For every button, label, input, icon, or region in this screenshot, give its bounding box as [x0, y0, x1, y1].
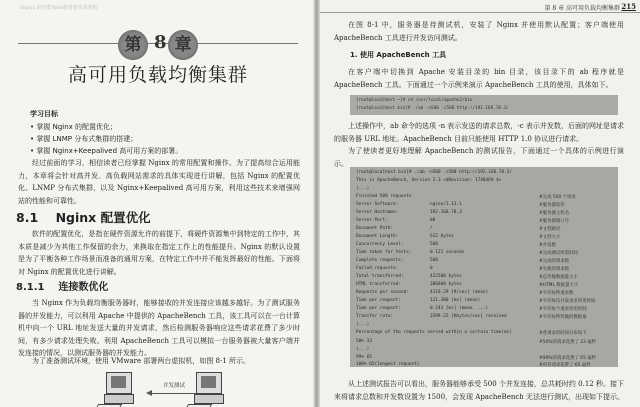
report-row: HTML transferred: 306000 bytes #HTML 数据量大小 [356, 282, 579, 288]
learning-goals-title: 学习目标 [30, 110, 58, 118]
section-number: 8.1 [16, 210, 39, 225]
paragraph-2: 在客户端中切换到 Apache 安装目录的 bin 目录，该目录下的 ab 程序就是 ApacheBench 工具。下面通过一个示例来演示 ApacheBench 工具的使用，具体如下。 [334, 68, 624, 89]
header-rule [320, 12, 640, 13]
report-row: 100% 65(longest request) #所有请求花费了 65 毫秒 [356, 362, 591, 368]
report-row: (...) [356, 322, 370, 327]
paragraph-5: 从上述测试报告可以看出，服务器能够承受 500 个并发连接，总共耗时约 0.12 秒。接下来将请求总数和并发数设置为 1500，会发现 ApacheBench 无法进行测试，出现如下提示。 [334, 380, 624, 401]
page-number: 215 [621, 2, 636, 11]
code-block-2 [350, 167, 618, 367]
report-row: 99% 65 #99%的请求花费了 65 毫秒 [356, 355, 596, 361]
code-line: [root@localhost bin]# ./ab -n500 -c500 http://192.168.78.3/ [356, 106, 509, 111]
report-row: Server Software: nginx/1.13.1 #服务器软件 [356, 202, 565, 208]
figure-arrow-label: 并发测试 [163, 383, 186, 389]
section-heading [16, 208, 151, 226]
right-page [320, 0, 640, 407]
section-title: Nginx 配置优化 [55, 210, 151, 225]
chapter-number: 8 [154, 32, 167, 53]
code-line: [root@localhost ~]# cd /usr/local/apache2/bin [356, 98, 473, 103]
report-row: Time per request: 0.243 [ms] (mean, ...) #平均每个请求所用时间 [356, 306, 587, 312]
report-row: Document Length: 612 bytes #文档大小 [356, 234, 561, 240]
chapter-title: 高可用负载均衡集群 [67, 64, 248, 86]
paragraph-4: 为了使读者更好地理解 ApacheBench 的测试报告，下面通过一个具体的示例进行演示。 [334, 147, 624, 168]
paragraph-1: 在图 8-1 中，服务器是待测试机，安装了 Nginx 并使用默认配置；客户端使用 ApacheBench 工具进行并发访问测试。 [334, 21, 624, 42]
report-row: Transfer rate: 3399.22 [Kbytes/sec] received #平均每秒传输的数据量 [356, 314, 587, 320]
left-page [0, 0, 316, 407]
running-header-left: Nginx 高性能Web服务器实战教程 [20, 5, 98, 11]
report-row: Time per request: 121.380 [ms] (mean) #平均每次并发请求所用时间 [356, 298, 596, 304]
report-row: Percentage of the requests served within a certain time(ms) #各请求的时间分布如下 [356, 330, 587, 336]
report-row: Document Path: / #文档路径 [356, 226, 561, 232]
goal-item: • 掌握 Nginx 的配置优化； [30, 123, 118, 131]
env-paragraph: 为了准备测试环境，使用 VMware 部署两台虚拟机，如图 8-1 所示。 [32, 357, 251, 365]
report-row: Requests per second: 4119.29 [#/sec] (mean) #平均每秒请求数 [356, 290, 574, 296]
subsection-heading [16, 278, 108, 293]
report-row: (...) [356, 347, 370, 352]
subheading: 1. 使用 ApacheBench 工具 [350, 51, 447, 59]
code-block-1 [350, 95, 618, 115]
report-row: Finished 500 requests #完成 500 个请求 [356, 194, 576, 200]
paragraph-3: 上述操作中，ab 命令的选项 -n 表示发送的请求总数，-c 表示并发数，后面的网址是请求的服务器 URL 地址。ApacheBench 目前只能使用 HTTP 1.0 协议进行请求。 [334, 122, 624, 143]
code-line: This is ApacheBench, Version 2.3 <$Revision: 1748469 $> [356, 178, 502, 183]
report-row: 50% 33 #50%的请求花费了 33 毫秒 [356, 339, 596, 345]
report-row: Server Hostname: 192.168.78.3 #服务器主机名 [356, 210, 570, 216]
chapter-suffix-badge: 章 [168, 30, 198, 60]
subsection-title: 连接数优化 [58, 282, 109, 293]
subsection-paragraph: 当 Nginx 作为负载均衡服务器时，能够接收的并发连接应该越多越好。为了测试服务器的并发能力，可以利用 Apache 中提供的 ApacheBench 工具，该工具可以在一台计算机中向一个 URL 地址发送大量的并发请求，然后检测服务器响应这些请求花费了多少时间，有多少请求处理失败。利用 ApacheBench 工具可以模拟一台服务器被大量客户端并发连接的情况，以测试服务器的并发能力。 [18, 299, 300, 357]
code-line: [root@localhost bin]# ./ab -n500 -c500 http://192.168.78.3/ [356, 170, 512, 175]
report-row: Failed requests: 0 #失败的请求数 [356, 266, 570, 272]
goal-item: • 掌握 Nginx+Keepalived 高可用方案的部署。 [30, 147, 183, 155]
report-row: Total transferred: 422500 bytes #总传输数据量大小 [356, 274, 578, 280]
chapter-prefix-badge: 第 [118, 30, 148, 60]
code-line: (...) [356, 186, 370, 191]
client-computer-icon [192, 372, 226, 407]
running-header-right: 第 8 章 高可用负载均衡集群 [544, 5, 620, 12]
goal-item: • 掌握 LNMP 分布式集群的搭建； [30, 135, 138, 143]
report-row: Complete requests: 500 #完成的请求数 [356, 258, 570, 264]
report-row: Server Port: 80 #服务器端口号 [356, 218, 570, 224]
section-paragraph: 软件的配置优化，是指在硬件资源允许的前提下，将硬件资源集中到特定的工作中，其本质是减少为其他工作保留的余力，来换取在指定工作上的性能提升。Nginx 的默认设置是为了平衡各种工作场景而准备的通用方案，在特定工作中并不能发挥最好的性能。下面将对 Nginx 的配置优化进行讲解。 [18, 230, 300, 276]
report-row: Time taken for tests: 0.121 seconds #完成测试所需时间 [356, 250, 578, 256]
server-computer-icon [102, 372, 136, 407]
subsection-number: 8.1.1 [16, 282, 45, 293]
intro-paragraph: 经过前面的学习，相信读者已经掌握 Nginx 的常用配置和操作。为了提高综合运用能力，本章将会针对高并发、高负载网站需求的具体实现进行讲解，包括 Nginx 的配置优化、LNMP 分布式集群，以及 Nginx+Keepalived 高可用方案，利用这些技术来增强网站的性能和可靠性。 [18, 159, 300, 205]
report-row: Concurrency Level: 500 #并发数 [356, 242, 556, 248]
